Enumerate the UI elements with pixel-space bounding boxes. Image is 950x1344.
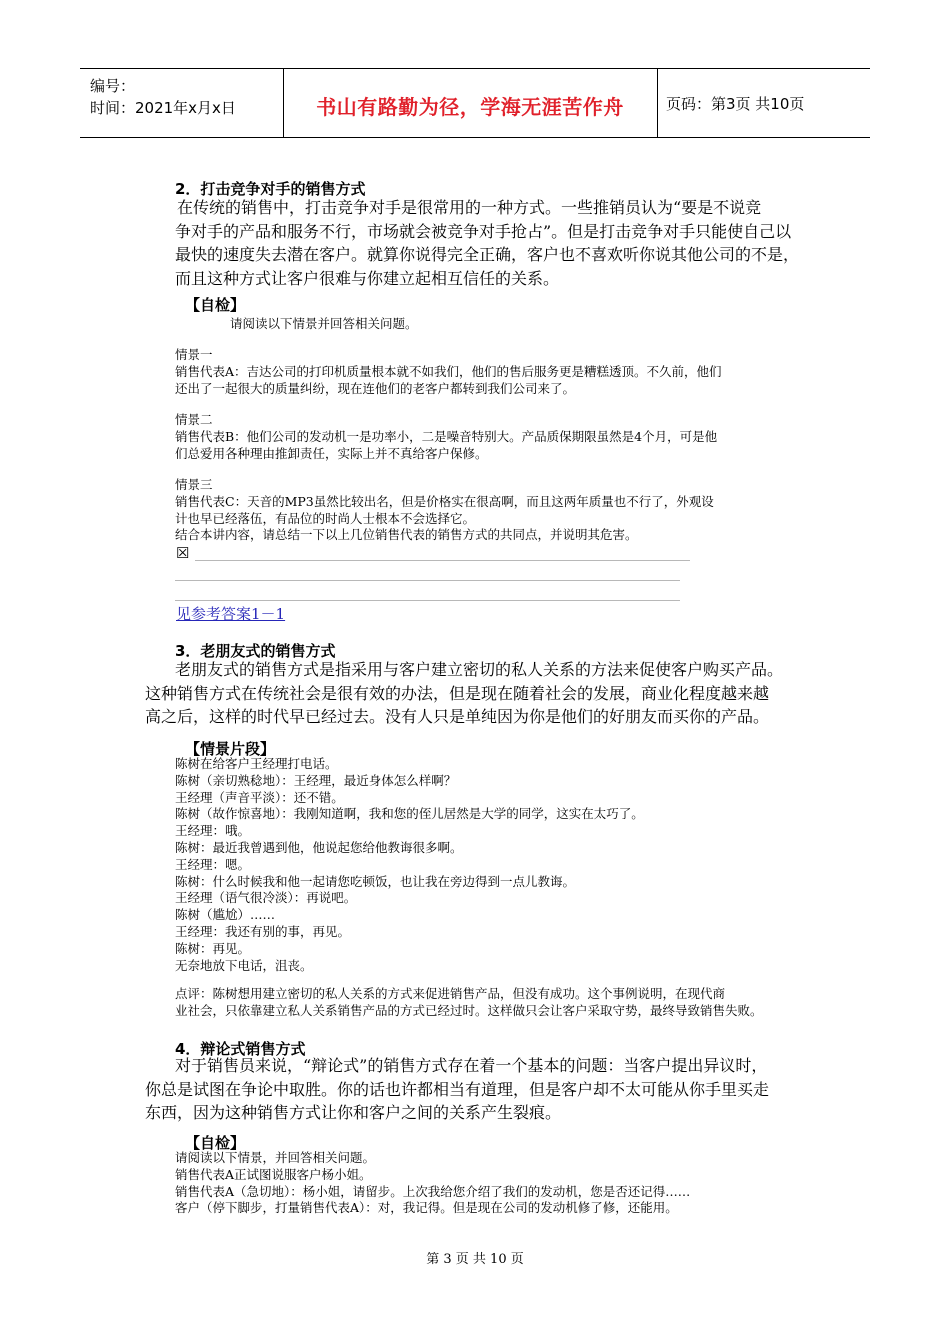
selfcheck-label-2: 【自检】 — [185, 1134, 246, 1152]
scene3-line: 计也早已经落伍，有品位的时尚人士根本不会选择它。 — [175, 510, 476, 526]
scene2-line: 销售代表B：他们公司的发动机一是功率小，二是噪音特别大。产品质保期限虽然是4个月，可是他 — [175, 428, 718, 444]
dialog-line: 陈树（尴尬）…… — [175, 907, 276, 923]
section4-heading: 4．辩论式销售方式 — [175, 1040, 306, 1058]
answer-line — [175, 600, 680, 601]
section4-para-line: 东西，因为这种销售方式让你和客户之间的关系产生裂痕。 — [145, 1103, 562, 1122]
scene1-line: 销售代表A：吉达公司的打印机质量根本就不如我们，他们的售后服务更是糟糕透顶。不久前，他们 — [175, 363, 722, 379]
dialog-line: 王经理：哦。 — [175, 823, 251, 839]
header-right-cell — [658, 69, 870, 137]
section4-para-line: 你总是试图在争论中取胜。你的话也许都相当有道理，但是客户却不太可能从你手里买走 — [145, 1079, 770, 1099]
answer-link[interactable]: 见参考答案1－1 — [176, 605, 286, 623]
section4-para-line: 对于销售员来说，“辩论式”的销售方式存在着一个基本的问题：当客户提出异议时， — [175, 1056, 768, 1075]
motto: 书山有路勤为径，学海无涯苦作舟 — [316, 95, 624, 119]
header-motto-cell — [283, 69, 658, 137]
comment-line: 业社会，只依靠建立私人关系销售产品的方式已经过时。这样做只会让客户采取守势，最终导致销售失败。 — [175, 1002, 763, 1018]
section2-para-line: 在传统的销售中，打击竞争对手是很常用的一种方式。一些推销员认为“要是不说竞 — [177, 198, 762, 217]
dialog-line: 王经理（声音平淡）：还不错。 — [175, 789, 344, 805]
section3-para-line: 高之后，这样的时代早已经过去。没有人只是单纯因为你是他们的好朋友而买你的产品。 — [145, 707, 770, 726]
dialog-line: 陈树在给客户王经理打电话。 — [175, 756, 338, 771]
dialog-line: 无奈地放下电话，沮丧。 — [175, 957, 313, 973]
dialog-line: 王经理：嗯。 — [175, 856, 251, 872]
section4-paragraph — [145, 1054, 825, 1125]
scene2-line: 们总爱用各种理由推卸责任，实际上并不真给客户保修。 — [175, 445, 488, 461]
question-text: 结合本讲内容，请总结一下以上几位销售代表的销售方式的共同点，并说明其危害。 — [175, 527, 638, 543]
answer-line — [195, 560, 690, 561]
answer-line — [175, 580, 680, 581]
checkbox-icon[interactable]: ☒ — [176, 544, 190, 562]
section4-line: 销售代表A正试图说服客户杨小姐。 — [175, 1166, 372, 1182]
section3-para-line: 老朋友式的销售方式是指采用与客户建立密切的私人关系的方法来促使客户购买产品。 — [175, 660, 784, 679]
page-code: 页码：第3页 共10页 — [666, 95, 805, 113]
section2-paragraph — [175, 196, 815, 290]
section4-line: 请阅读以下情景，并回答相关问题。 — [175, 1150, 376, 1165]
instruction-text: 请阅读以下情景并回答相关问题。 — [230, 316, 418, 331]
page-footer: 第 3 页 共 10 页 — [426, 1252, 524, 1267]
scene1-line: 还出了一起很大的质量纠纷，现在连他们的老客户都转到我们公司来了。 — [175, 380, 576, 396]
scene2 — [175, 412, 815, 462]
dialog-line: 陈树（故作惊喜地）：我刚知道啊，我和您的侄儿居然是大学的同学，这实在太巧了。 — [175, 806, 644, 822]
section4-line: 客户（停下脚步，打量销售代表A）：对，我记得。但是现在公司的发动机修了修，还能用。 — [175, 1200, 678, 1216]
dialog-line: 陈树：最近我曾遇到他，他说起您给他教诲很多啊。 — [175, 839, 463, 855]
section2-heading: 2．打击竞争对手的销售方式 — [175, 180, 366, 198]
section3-heading: 3．老朋友式的销售方式 — [175, 642, 336, 660]
scene-fragment-label: 【情景片段】 — [185, 740, 276, 758]
number-label: 编号： — [90, 77, 136, 95]
comment — [175, 986, 825, 1020]
dialog-line: 王经理：我还有别的事，再见。 — [175, 923, 351, 939]
section3-paragraph — [145, 658, 825, 729]
section2-para-line: 最快的速度失去潜在客户。就算你说得完全正确，客户也不喜欢听你说其他公司的不是， — [175, 245, 800, 264]
header-left-cell — [80, 69, 284, 137]
dialog-line: 陈树：什么时候我和他一起请您吃顿饭，也让我在旁边得到一点儿教诲。 — [175, 873, 576, 889]
scene1-title: 情景一 — [175, 347, 213, 362]
dialog-line: 陈树：再见。 — [175, 940, 251, 956]
comment-line: 点评：陈树想用建立密切的私人关系的方式来促进销售产品，但没有成功。这个事例说明，在现代商 — [175, 986, 726, 1001]
scene3-title: 情景三 — [175, 477, 213, 492]
section2-para-line: 争对手的产品和服务不行，市场就会被竞争对手抢占”。但是打击竞争对手只能使自己以 — [175, 221, 792, 241]
page-header — [80, 68, 870, 138]
scene2-title: 情景二 — [175, 412, 213, 427]
section4-line: 销售代表A（急切地）：杨小姐，请留步。上次我给您介绍了我们的发动机，您是否还记得…… — [175, 1183, 691, 1199]
dialog — [175, 756, 815, 974]
dialog-line: 王经理（语气很冷淡）：再说吧。 — [175, 890, 357, 906]
section2-para-line: 而且这种方式让客户很难与你建立起相互信任的关系。 — [175, 268, 560, 288]
scene3 — [175, 477, 815, 544]
scene3-line: 销售代表C：天音的MP3虽然比较出名，但是价格实在很高啊，而且这两年质量也不行了，外观设 — [175, 493, 714, 509]
section4-lines — [175, 1150, 825, 1217]
selfcheck-label: 【自检】 — [185, 296, 246, 314]
dialog-line: 陈树（亲切熟稔地）：王经理，最近身体怎么样啊？ — [175, 772, 457, 788]
scene1 — [175, 347, 815, 397]
time-label: 时间：2021年x月x日 — [90, 99, 236, 117]
section3-para-line: 这种销售方式在传统社会是很有效的办法，但是现在随着社会的发展，商业化程度越来越 — [145, 683, 770, 703]
